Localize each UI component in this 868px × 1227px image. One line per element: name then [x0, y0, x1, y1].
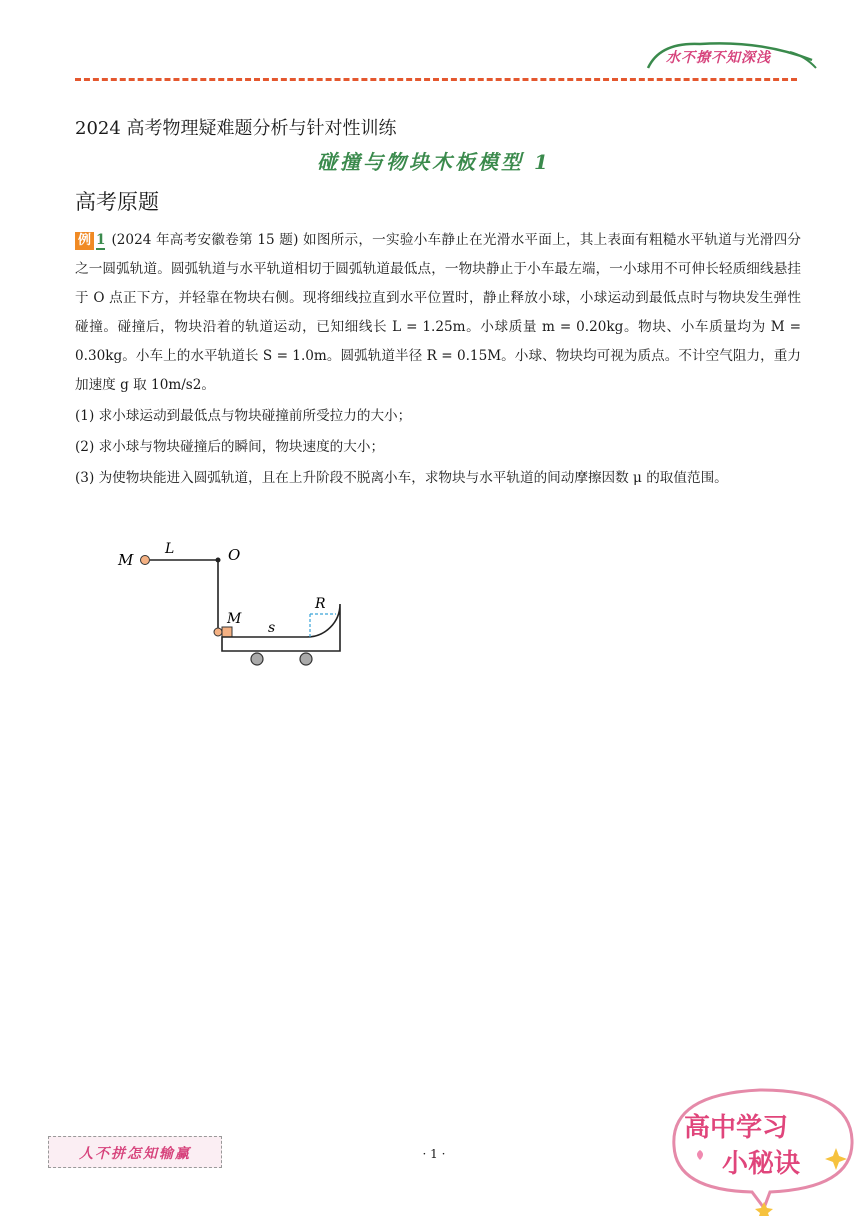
example-number: 1 [96, 232, 106, 248]
physics-figure [110, 535, 360, 675]
label-block: M [227, 611, 242, 627]
wheel-left [251, 653, 263, 665]
topic-title: 碰撞与物块木板模型 1 [317, 150, 551, 174]
sticker-line2: 小秘诀 [722, 1149, 801, 1179]
problem-text: (2024 年高考安徽卷第 15 题) 如图所示，一实验小车静止在光滑水平面上，其上表面有粗糙水平轨道与光滑四分之一圆弧轨道。圆弧轨道与水平轨道相切于圆弧轨道最低点，一物块静止于小车最左端，一小球用不可伸长轻质细线悬挂于 O 点正下方，并轻靠在物块右侧。现将细线拉直到水平位置时，静止释放小球，小球运动到最低点时与物块发生弹性碰撞。碰撞后，物块沿着的轨道运动，已知细线长 L = 1.25m。小球质量 m = 0.20kg。物块、小车质量均为 M = 0.30kg。小车上的水平轨道长 S = 1.0m。圆弧轨道半径 R = 0.15M。小球、物块均可视为质点。不计空气阻力，重力加速度 g 取 10m/s2。 [75, 232, 801, 393]
section-heading: 高考原题 [75, 190, 159, 214]
label-track: s [268, 620, 276, 636]
block [222, 627, 232, 637]
star-icon [755, 1202, 773, 1216]
series-title: 2024 高考物理疑难题分析与针对性训练 [75, 118, 397, 139]
label-ball-start: M [118, 551, 134, 569]
ball-bottom [214, 628, 222, 636]
header-motto-badge [640, 38, 820, 74]
problem-intro [75, 226, 801, 400]
question-1: (1) 求小球运动到最低点与物块碰撞前所受拉力的大小； [75, 408, 412, 424]
label-radius: R [315, 596, 326, 612]
header-motto: 水不撩不知深浅 [666, 50, 771, 66]
label-pivot: O [228, 546, 241, 564]
study-tips-sticker [660, 1076, 860, 1216]
ball-start [141, 556, 150, 565]
header-divider [75, 78, 797, 81]
example-tag: 例 [75, 232, 94, 250]
sticker-line1: 高中学习 [684, 1113, 789, 1143]
problem-block [75, 226, 801, 495]
page-number: · 1 · [422, 1147, 446, 1161]
footer-motto: 人不拼怎知输赢 [79, 1146, 191, 1162]
label-string: L [165, 541, 175, 557]
wheel-right [300, 653, 312, 665]
question-2: (2) 求小球与物块碰撞后的瞬间，物块速度的大小； [75, 439, 385, 455]
question-3: (3) 为使物块能进入圆弧轨道，且在上升阶段不脱离小车，求物块与水平轨道的间动摩擦因数 μ 的取值范围。 [75, 470, 728, 486]
